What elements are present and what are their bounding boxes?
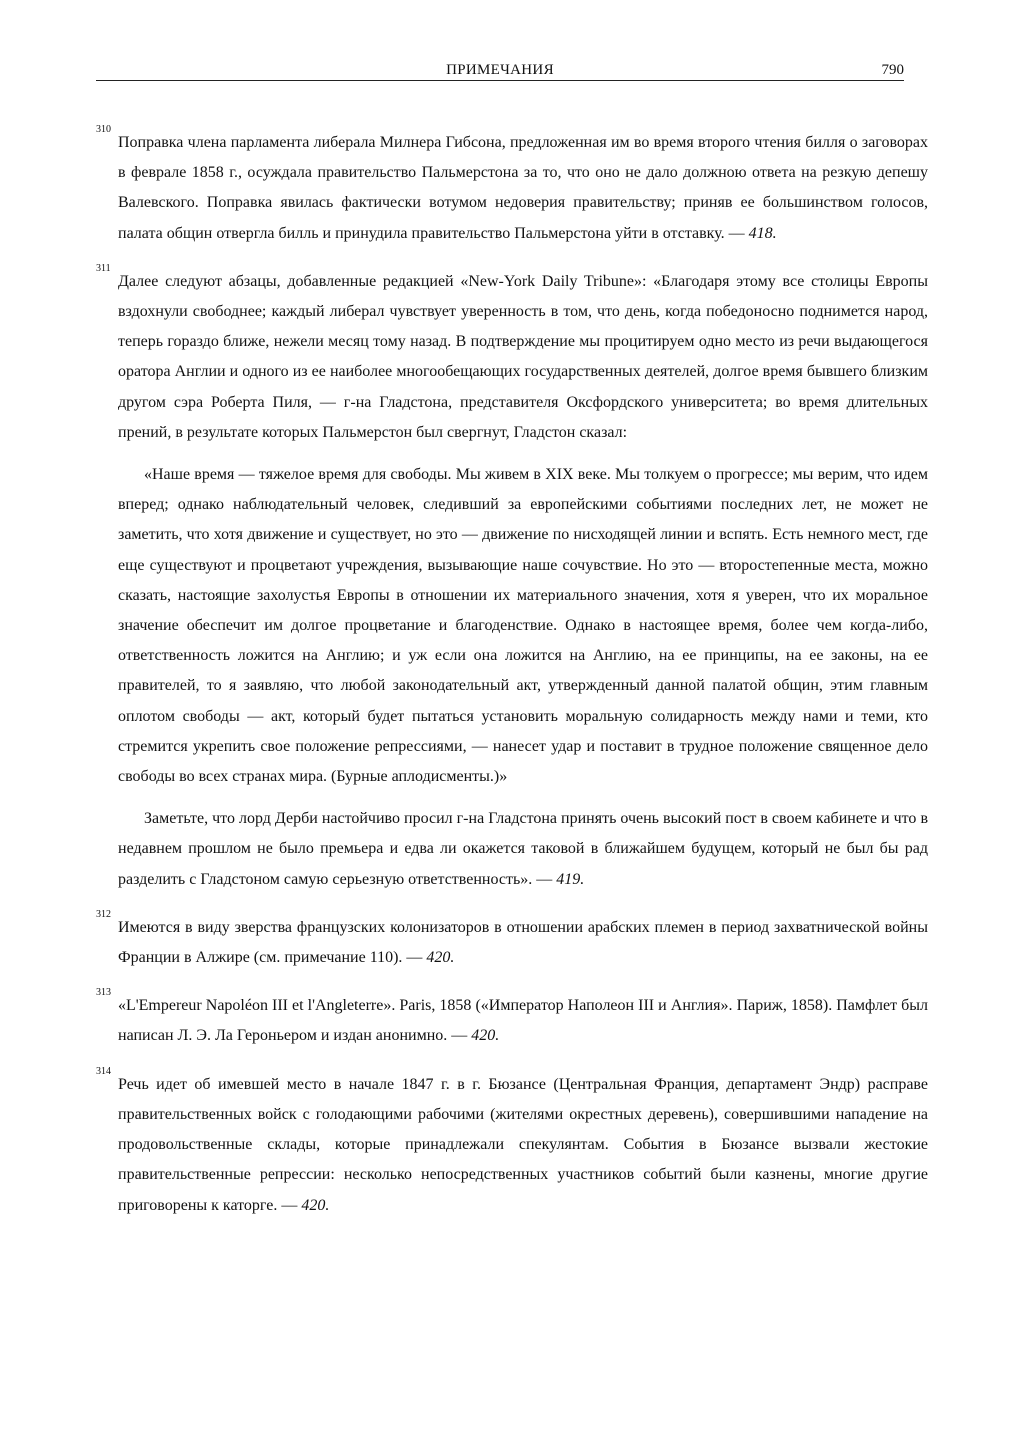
note-text: Речь идет об имевшей место в начале 1847 г. в г. Бюзансе (Центральная Франция, департамент Эндр) расправе правительственных войск с голодающими рабочими (жителями окрестных деревень), совершившими нападение на продовольственные склады, которые принадлежали спекулянтам. События в Бюзансе вызвали жестокие правительственные репрессии: несколько непосредственных участников событий были казнены, многие другие приговорены к каторге. — 420. xyxy=(118,1075,928,1214)
note-312 xyxy=(96,908,928,973)
note-314 xyxy=(96,1065,928,1221)
note-text: Поправка члена парламента либерала Милнера Гибсона, предложенная им во время второго чтения билля о заговорах в феврале 1858 г., осуждала правительство Пальмерстона за то, что оно не дало должною ответа на резкую депешу Валевского. Поправка явилась фактически вотумом недоверия правительству; приняв ее большинством голосов, палата общин отвергла билль и принудила правительство Пальмерстона уйти в отставку. — 418. xyxy=(118,134,928,242)
page-reference: 418. xyxy=(748,224,777,242)
page-reference: 420. xyxy=(301,1196,330,1214)
page-number: 790 xyxy=(881,62,904,78)
note-number: 311 xyxy=(96,262,111,274)
note-313 xyxy=(96,987,928,1051)
block-quote: «Наше время — тяжелое время для свободы. Мы живем в XIX веке. Мы толкуем о прогрессе; мы верим, что идем вперед; однако наблюдательный человек, следивший за европейскими событиями последних лет, не может не заметить, что хотя движение и существует, но это — движение по нисходящей линии и вспять. Есть немного мест, где еще существуют и процветают учреждения, вызывающие наше сочувствие. Но это — второстепенные места, можно сказать, настоящие захолустья Европы в отношении их материального значения, хотя я уверен, что их моральное значение обеспечит им долгое процветание и благоденствие. Однако в настоящее время, более чем когда-либо, ответственность ложится на Англию; и уж если она ложится на Англию, на ее принципы, на ее законы, на ее правителей, то я заявляю, что любой законодательный акт, утвержденный данной палатой общин, этим главным оплотом свободы — акт, который будет пытаться установить моральную солидарность между нами и теми, кто стремится укрепить свое положение репрессиями, — нанесет удар и поставит в трудное положение священное дело свободы во всех странах мира. (Бурные аплодисменты.)» xyxy=(118,466,928,786)
note-text: Имеются в виду зверства французских колонизаторов в отношении арабских племен в период захватнической войны Франции в Алжире (см. примечание 110). — 420. xyxy=(118,918,928,967)
notes-list xyxy=(96,124,928,1239)
note-number: 310 xyxy=(96,124,111,135)
note-310 xyxy=(96,124,928,249)
section-title: ПРИМЕЧАНИЯ xyxy=(446,62,554,78)
page-reference: 420. xyxy=(471,1027,500,1045)
note-text: Далее следуют абзацы, добавленные редакцией «New-York Daily Tribune»: «Благодаря этому все столицы Европы вздохнули свободнее; каждый либерал чувствует уверенность в том, что день, когда победоносно поднимется народ, теперь гораздо ближе, нежели месяц тому назад. В подтверждение мы процитируем одно место из речи выдающегося оратора Англии и одного из ее наиболее многообещающих государственных деятелей, долгое время бывшего близким другом сэра Роберта Пиля, — г-на Гладстона, представителя Оксфордского университета; во время длительных прений, в результате которых Пальмерстон был свергнут, Гладстон сказал: xyxy=(118,272,928,441)
note-number: 313 xyxy=(96,987,111,999)
note-311 xyxy=(96,262,928,895)
note-number: 312 xyxy=(96,908,111,920)
page-reference: 420. xyxy=(426,949,455,967)
note-text: «L'Empereur Napoléon III et l'Angleterre». Paris, 1858 («Император Наполеон III и Англия». Париж, 1858). Памфлет был написан Л. Э. Ла Героньером и издан анонимно. — 420. xyxy=(118,997,928,1045)
running-header xyxy=(96,60,904,81)
note-continuation: Заметьте, что лорд Дерби настойчиво просил г-на Гладстона принять очень высокий пост в своем кабинете и что в недавнем прошлом не было премьера и едва ли окажется таковой в ближайшем будущем, который не был бы рад разделить с Гладстоном самую серьезную ответственность». — 419. xyxy=(118,810,928,888)
page-reference: 419. xyxy=(556,870,585,888)
note-number: 314 xyxy=(96,1065,111,1077)
